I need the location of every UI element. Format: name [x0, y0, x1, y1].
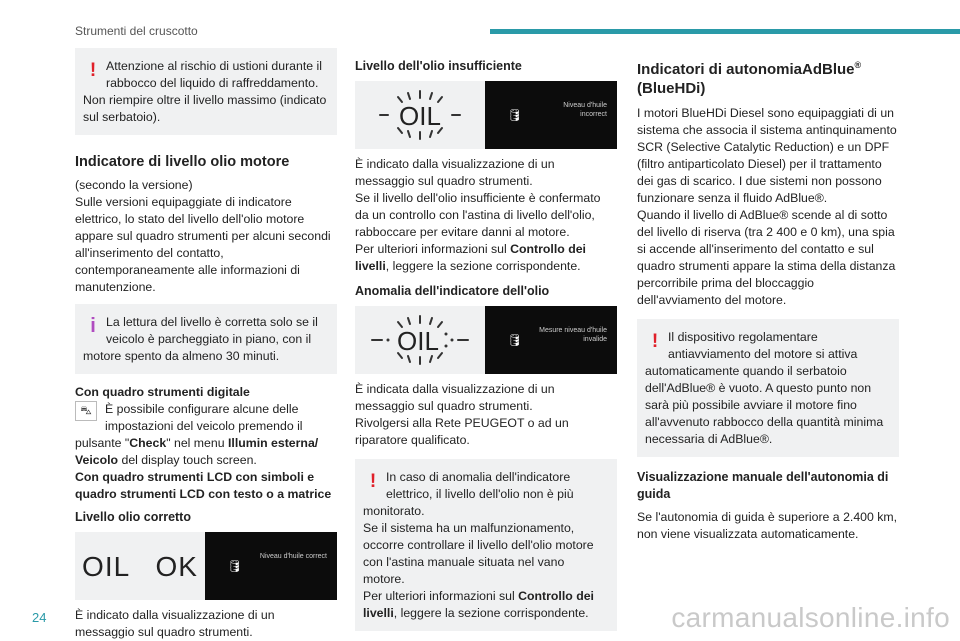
warning-box-adblue	[637, 319, 899, 457]
digital-rest: pulsante "Check" nel menu Illumin esterna/ Veicolo del display touch screen.	[75, 436, 319, 467]
car-settings-icon: ⛍	[75, 401, 97, 421]
panel-screen-anomaly	[485, 306, 617, 374]
insufficient-text: È indicato dalla visualizzazione di un messaggio sul quadro strumenti. Se il livello dell'olio insufficiente è confermato da un controllo con l'astina di livello dell'olio, rabboccare per evitare danni al motore. Per ulteriori informazioni sul Controllo dei livelli, leggere la sezione corrispondente.	[355, 157, 601, 273]
lcd-heading: Con quadro strumenti LCD con simboli e quadro strumenti LCD con testo o a matrice	[75, 470, 332, 501]
warning-line-1: In caso di anomalia dell'indicatore	[386, 470, 571, 484]
panel-message: Mesure niveau d'huile invalide	[539, 327, 607, 343]
panel-symbol-insufficient	[355, 81, 485, 149]
warning-line-1: Attenzione al rischio di ustioni durante il	[106, 59, 323, 73]
panel-message: Niveau d'huile incorrect	[563, 102, 607, 118]
heading-insufficient: Livello dell'olio insufficiente	[355, 59, 522, 73]
warning-line-2: rabbocco del liquido di raffreddamento.	[106, 76, 319, 90]
oil-can-icon: 🛢	[507, 108, 523, 122]
display-panel-insufficient	[355, 81, 617, 149]
warning-exclamation-icon: !	[369, 471, 377, 492]
svg-text:OIL: OIL	[399, 101, 441, 131]
warning-rest: monitorato. Se il sistema ha un malfunzionamento, occorre controllare il livello dell'olio motore con l'astina manuale situata nel vano motore. Per ulteriori informazioni sul Controllo dei livelli, leggere la sezione corrispondente.	[363, 504, 594, 620]
adblue-text: I motori BlueHDi Diesel sono equipaggiati di un sistema che associa il sistema antinquinamento SCR (Selective Catalytic Reduction) e un DPF (filtro antiparticolato Diesel) per il trattamento dei gas di scarico. I due sistemi non possono funzionare senza il fluido AdBlue®. Quando il livello di AdBlue® scende al di sotto del livello di riserva (tra 2 400 e 0 km), una spia si accende all'inserimento del contatto e sul quadro strumenti appare la stima della distanza percorribile prima del bloccaggio dell'avviamento del motore.	[637, 106, 897, 307]
oil-level-text: (secondo la versione) Sulle versioni equipaggiate di indicatore elettrico, lo stato del livello dell'olio motore appare sul quadro strumenti per alcuni secondi all'inserimento del contatto, contemporaneamente alle informazioni di manutenzione.	[75, 178, 331, 294]
heading-oil-level: Indicatore di livello olio motore	[75, 154, 290, 170]
panel-screen-insufficient	[485, 81, 617, 149]
warning-exclamation-icon: !	[651, 331, 659, 352]
warning-rest: Non riempire oltre il livello massimo (indicato sul serbatoio).	[83, 93, 327, 124]
warning-exclamation-icon: !	[89, 60, 97, 81]
display-panel-correct	[75, 532, 337, 600]
warning-box-indicator	[355, 459, 617, 631]
info-line-2: veicolo è parcheggiato in piano, con il	[106, 332, 312, 346]
header-title: Strumenti del cruscotto	[75, 24, 198, 38]
warning-box-coolant	[75, 48, 337, 135]
panel-message: Niveau d'huile correct	[259, 553, 327, 560]
panel-symbol-anomaly	[355, 306, 485, 374]
digital-heading: Con quadro strumenti digitale	[75, 385, 250, 399]
info-line-1: La lettura del livello è corretta solo se il	[106, 315, 318, 329]
oil-can-icon: 🛢	[507, 333, 523, 347]
correct-caption: È indicato dalla visualizzazione di un messaggio sul quadro strumenti.	[75, 608, 275, 639]
digital-line-2: impostazioni del veicolo premendo il	[105, 419, 303, 433]
column-3	[637, 48, 899, 543]
warning-line-2: antiavviamento del motore si attiva	[668, 347, 858, 361]
page-number: 24	[32, 610, 47, 625]
oil-can-icon: 🛢	[227, 559, 243, 573]
info-box-oil-reading	[75, 304, 337, 374]
panel-screen-correct	[205, 532, 337, 600]
warning-line-2: elettrico, il livello dell'olio non è più	[386, 487, 574, 501]
watermark: carmanualsonline.info	[671, 602, 950, 633]
heading-anomaly: Anomalia dell'indicatore dell'olio	[355, 284, 550, 298]
manual-text: Se l'autonomia di guida è superiore a 2.400 km, non viene visualizzata automaticamente.	[637, 510, 898, 541]
svg-text:OIL: OIL	[397, 326, 439, 356]
oil-warning-rays-icon	[360, 85, 480, 145]
panel-symbol-correct: OIL OK	[75, 532, 205, 600]
warning-rest: automaticamente quando il serbatoio dell'AdBlue® è vuoto. A questo punto non sarà più possibile avviare il motore fino all'avvenuto rabbocco della quantità minima necessaria di AdBlue®.	[645, 364, 884, 446]
header-accent-bar	[490, 29, 960, 34]
digital-line-1: È possibile configurare alcune delle	[105, 402, 299, 416]
oil-anomaly-rays-icon	[360, 310, 480, 370]
heading-manual-autonomy: Visualizzazione manuale dell'autonomia di guida	[637, 470, 889, 501]
anomaly-text: È indicata dalla visualizzazione di un messaggio sul quadro strumenti. Rivolgersi alla Rete PEUGEOT o ad un riparatore qualificato.	[355, 382, 569, 447]
info-rest: motore spento da almeno 30 minuti.	[83, 349, 280, 363]
info-icon: i	[90, 315, 96, 337]
column-1	[75, 48, 337, 641]
display-panel-anomaly	[355, 306, 617, 374]
warning-line-1: Il dispositivo regolamentare	[668, 330, 818, 344]
column-2	[355, 48, 617, 631]
heading-correct-level: Livello olio corretto	[75, 510, 191, 524]
heading-adblue: Indicatori di autonomiaAdBlue® (BlueHDi)	[637, 60, 862, 97]
